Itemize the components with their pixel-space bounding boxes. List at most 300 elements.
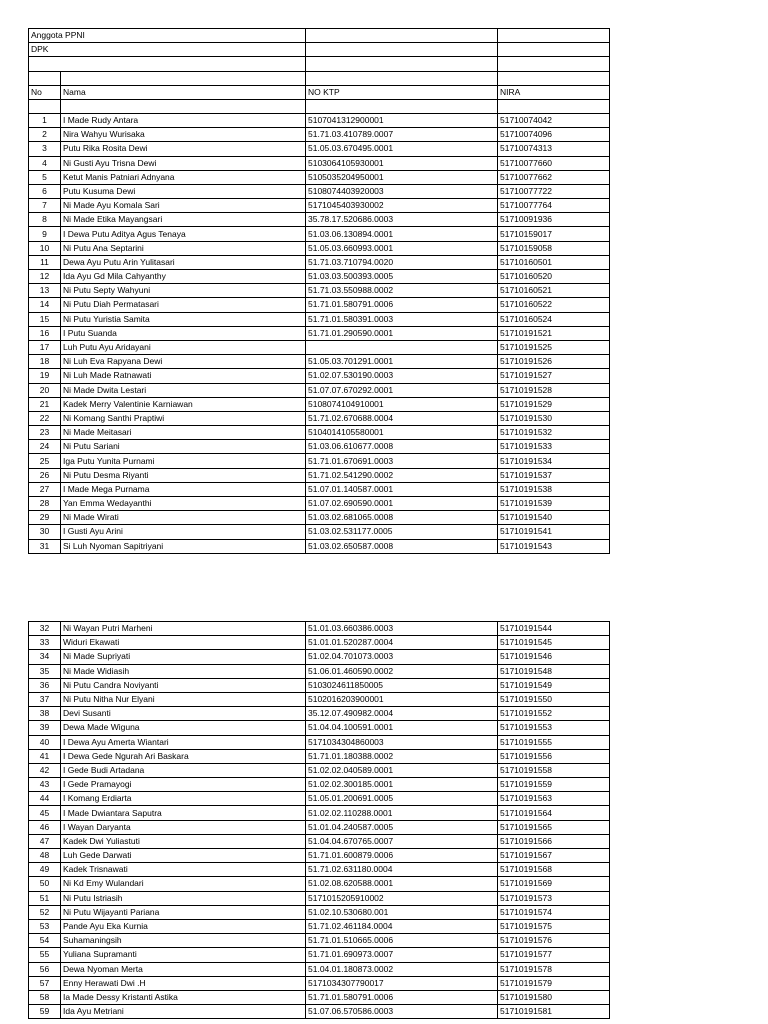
cell-nama: I Gede Pramayogi: [61, 778, 306, 792]
cell-nira: 51710191559: [498, 778, 610, 792]
cell-ktp: 51.01.03.660386.0003: [306, 622, 498, 636]
cell-nira: 51710191540: [498, 511, 610, 525]
cell-nama: Ni Wayan Putri Marheni: [61, 622, 306, 636]
cell-nira: 51710077660: [498, 156, 610, 170]
cell-no: 41: [29, 749, 61, 763]
cell-nira: 51710191564: [498, 806, 610, 820]
column-header-nira: NIRA: [498, 85, 610, 99]
cell-nira: 51710191558: [498, 763, 610, 777]
cell-nama: Putu Kusuma Dewi: [61, 184, 306, 198]
table-row: [29, 707, 610, 721]
cell-ktp: 51.06.01.460590.0002: [306, 664, 498, 678]
cell-no: 34: [29, 650, 61, 664]
cell-nama: Pande Ayu Eka Kurnia: [61, 919, 306, 933]
cell-ktp: 51.04.04.670765.0007: [306, 834, 498, 848]
column-header-ktp: NO KTP: [306, 85, 498, 99]
cell-no: 46: [29, 820, 61, 834]
table-row: [29, 355, 610, 369]
cell-nama: Ida Ayu Gd Mila Cahyanthy: [61, 270, 306, 284]
cell-nira: 51710191568: [498, 863, 610, 877]
cell-nama: Ni Putu Nitha Nur Elyani: [61, 692, 306, 706]
table-row: [29, 440, 610, 454]
cell-no: 7: [29, 199, 61, 213]
cell-nama: Yan Emma Wedayanthi: [61, 497, 306, 511]
cell-nama: I Wayan Daryanta: [61, 820, 306, 834]
cell-nama: I Made Rudy Antara: [61, 113, 306, 127]
cell-nama: Ni Made Supriyati: [61, 650, 306, 664]
table-row: [29, 919, 610, 933]
table-row: [29, 241, 610, 255]
cell-ktp: 51.03.03.500393.0005: [306, 270, 498, 284]
cell-no: 28: [29, 497, 61, 511]
table-row: [29, 142, 610, 156]
table-row: [29, 156, 610, 170]
cell-nira: 51710191532: [498, 426, 610, 440]
table-row: [29, 948, 610, 962]
cell-no: 21: [29, 397, 61, 411]
cell-nira: 51710191556: [498, 749, 610, 763]
cell-no: 42: [29, 763, 61, 777]
cell-ktp: 51.71.02.461184.0004: [306, 919, 498, 933]
table-row: [29, 877, 610, 891]
cell-nama: Luh Gede Darwati: [61, 849, 306, 863]
cell-ktp: 51.71.03.550988.0002: [306, 284, 498, 298]
cell-nama: Kadek Trisnawati: [61, 863, 306, 877]
cell-nira: 51710191569: [498, 877, 610, 891]
cell-no: 22: [29, 411, 61, 425]
cell-no: 58: [29, 990, 61, 1004]
table-row: [29, 650, 610, 664]
cell-nira: 51710191543: [498, 539, 610, 553]
cell-ktp: 51.07.07.670292.0001: [306, 383, 498, 397]
table-row: [29, 863, 610, 877]
cell-nama: Putu Rika Rosita Dewi: [61, 142, 306, 156]
cell-no: 38: [29, 707, 61, 721]
cell-no: 13: [29, 284, 61, 298]
cell-nira: 51710191525: [498, 340, 610, 354]
cell-ktp: 5104014105580001: [306, 426, 498, 440]
cell-no: 15: [29, 312, 61, 326]
cell-no: 59: [29, 1005, 61, 1019]
cell-nira: 51710191548: [498, 664, 610, 678]
cell-no: 2: [29, 128, 61, 142]
cell-no: 44: [29, 792, 61, 806]
cell-nama: Ia Made Dessy Kristanti Astika: [61, 990, 306, 1004]
table-row: [29, 497, 610, 511]
cell-nira: 51710160524: [498, 312, 610, 326]
cell-nama: Kadek Dwi Yuliastuti: [61, 834, 306, 848]
cell-nira: 51710191550: [498, 692, 610, 706]
table-row: [29, 1005, 610, 1019]
table-row: [29, 934, 610, 948]
table-row: [29, 369, 610, 383]
table-row: [29, 170, 610, 184]
cell-nama: Ni Made Etika Mayangsari: [61, 213, 306, 227]
cell-no: 18: [29, 355, 61, 369]
cell-nama: Nira Wahyu Wurisaka: [61, 128, 306, 142]
cell-nama: Ni Putu Desma Riyanti: [61, 468, 306, 482]
cell-nira: 51710191538: [498, 482, 610, 496]
cell-nama: Iga Putu Yunita Purnami: [61, 454, 306, 468]
cell-nira: 51710159058: [498, 241, 610, 255]
table-row: [29, 383, 610, 397]
table-row: [29, 990, 610, 1004]
table-row: [29, 255, 610, 269]
cell-nama: Ida Ayu Metriani: [61, 1005, 306, 1019]
cell-nira: 51710191528: [498, 383, 610, 397]
cell-nira: 51710160521: [498, 284, 610, 298]
cell-no: 17: [29, 340, 61, 354]
table-row: [29, 806, 610, 820]
cell-nama: Ni Made Widiasih: [61, 664, 306, 678]
cell-no: 9: [29, 227, 61, 241]
cell-nira: 51710191545: [498, 636, 610, 650]
cell-ktp: 51.07.06.570586.0003: [306, 1005, 498, 1019]
cell-nira: 51710191521: [498, 326, 610, 340]
cell-ktp: 51.71.02.541290.0002: [306, 468, 498, 482]
cell-no: 32: [29, 622, 61, 636]
cell-ktp: 5171045403930002: [306, 199, 498, 213]
blank-row: [29, 99, 610, 113]
table-row: [29, 340, 610, 354]
cell-nama: Dewa Made Wiguna: [61, 721, 306, 735]
cell-no: 35: [29, 664, 61, 678]
cell-no: 39: [29, 721, 61, 735]
cell-no: 47: [29, 834, 61, 848]
table-title: Anggota PPNI: [29, 29, 306, 43]
table-row: [29, 482, 610, 496]
cell-no: 23: [29, 426, 61, 440]
table-row: [29, 749, 610, 763]
cell-nira: 51710191541: [498, 525, 610, 539]
cell-ktp: 5102016203900001: [306, 692, 498, 706]
cell-nira: 51710160520: [498, 270, 610, 284]
dpk-label: DPK: [29, 43, 306, 57]
cell-nama: I Komang Erdiarta: [61, 792, 306, 806]
cell-ktp: 51.71.01.580791.0006: [306, 298, 498, 312]
cell-nira: 51710191578: [498, 962, 610, 976]
cell-nama: Devi Susanti: [61, 707, 306, 721]
cell-nira: 51710191549: [498, 678, 610, 692]
cell-no: 56: [29, 962, 61, 976]
cell-nama: Ni Made Wirati: [61, 511, 306, 525]
cell-ktp: 51.07.01.140587.0001: [306, 482, 498, 496]
table-row: [29, 539, 610, 553]
cell-nama: Ni Made Dwita Lestari: [61, 383, 306, 397]
table-row: [29, 511, 610, 525]
cell-nama: I Gusti Ayu Arini: [61, 525, 306, 539]
cell-nira: 51710191537: [498, 468, 610, 482]
table-row: [29, 113, 610, 127]
cell-no: 57: [29, 976, 61, 990]
cell-nama: I Gede Budi Artadana: [61, 763, 306, 777]
table-row: [29, 326, 610, 340]
cell-nama: Si Luh Nyoman Sapitriyani: [61, 539, 306, 553]
cell-ktp: 51.02.07.530190.0003: [306, 369, 498, 383]
table-row: [29, 678, 610, 692]
cell-nira: 51710191575: [498, 919, 610, 933]
table-row: [29, 820, 610, 834]
member-table-page-1: [28, 28, 610, 554]
cell-ktp: 51.05.01.200691.0005: [306, 792, 498, 806]
cell-nira: 51710191533: [498, 440, 610, 454]
cell-no: 4: [29, 156, 61, 170]
cell-ktp: 51.71.01.290590.0001: [306, 326, 498, 340]
table-row: [29, 834, 610, 848]
cell-ktp: 51.71.01.600879.0006: [306, 849, 498, 863]
table-row: [29, 778, 610, 792]
cell-ktp: 5108074104910001: [306, 397, 498, 411]
cell-no: 43: [29, 778, 61, 792]
cell-ktp: 5105035204950001: [306, 170, 498, 184]
table-row: [29, 411, 610, 425]
cell-nama: I Putu Suanda: [61, 326, 306, 340]
cell-nira: 51710191555: [498, 735, 610, 749]
cell-no: 20: [29, 383, 61, 397]
table-row: [29, 525, 610, 539]
cell-no: 26: [29, 468, 61, 482]
cell-nira: 51710191526: [498, 355, 610, 369]
table-row: [29, 721, 610, 735]
cell-nama: I Dewa Putu Aditya Agus Tenaya: [61, 227, 306, 241]
cell-no: 8: [29, 213, 61, 227]
table-row: [29, 692, 610, 706]
column-header-nama: Nama: [61, 85, 306, 99]
table-row: [29, 636, 610, 650]
cell-nama: Ni Putu Ana Septarini: [61, 241, 306, 255]
cell-no: 51: [29, 891, 61, 905]
cell-no: 19: [29, 369, 61, 383]
cell-nama: Ni Putu Sariani: [61, 440, 306, 454]
cell-nira: 51710159017: [498, 227, 610, 241]
cell-nama: Ni Luh Made Ratnawati: [61, 369, 306, 383]
cell-nira: 51710191544: [498, 622, 610, 636]
cell-ktp: 5171034304860003: [306, 735, 498, 749]
cell-ktp: 5171034307790017: [306, 976, 498, 990]
cell-no: 24: [29, 440, 61, 454]
table-row: [29, 735, 610, 749]
cell-nama: Kadek Merry Valentinie Karniawan: [61, 397, 306, 411]
cell-nira: 51710077722: [498, 184, 610, 198]
cell-ktp: 35.12.07.490982.0004: [306, 707, 498, 721]
cell-nira: 51710191576: [498, 934, 610, 948]
cell-ktp: 51.71.01.580391.0003: [306, 312, 498, 326]
column-header-row: [29, 85, 610, 99]
cell-nira: 51710191552: [498, 707, 610, 721]
table-row: [29, 128, 610, 142]
cell-nama: Ni Putu Septy Wahyuni: [61, 284, 306, 298]
cell-no: 54: [29, 934, 61, 948]
cell-nira: 51710191553: [498, 721, 610, 735]
cell-ktp: 51.04.04.100591.0001: [306, 721, 498, 735]
cell-nama: Dewa Nyoman Merta: [61, 962, 306, 976]
cell-nira: 51710191527: [498, 369, 610, 383]
cell-no: 53: [29, 919, 61, 933]
cell-nira: 51710074313: [498, 142, 610, 156]
table-body-1: [29, 113, 610, 553]
table-row: [29, 199, 610, 213]
cell-no: 30: [29, 525, 61, 539]
cell-ktp: 51.03.06.610677.0008: [306, 440, 498, 454]
cell-no: 49: [29, 863, 61, 877]
cell-ktp: 51.02.02.040589.0001: [306, 763, 498, 777]
dpk-row: [29, 43, 610, 57]
cell-ktp: 51.05.03.670495.0001: [306, 142, 498, 156]
cell-nira: 51710191574: [498, 905, 610, 919]
cell-ktp: 51.71.02.631180.0004: [306, 863, 498, 877]
cell-no: 10: [29, 241, 61, 255]
cell-no: 16: [29, 326, 61, 340]
cell-no: 50: [29, 877, 61, 891]
cell-nira: 51710191566: [498, 834, 610, 848]
cell-nira: 51710191565: [498, 820, 610, 834]
cell-nama: Ni Made Ayu Komala Sari: [61, 199, 306, 213]
cell-nira: 51710191563: [498, 792, 610, 806]
cell-no: 25: [29, 454, 61, 468]
cell-ktp: 51.71.01.580791.0006: [306, 990, 498, 1004]
cell-nira: 51710191529: [498, 397, 610, 411]
cell-nira: 51710191573: [498, 891, 610, 905]
cell-nama: I Made Mega Purnama: [61, 482, 306, 496]
cell-ktp: 51.71.03.710794.0020: [306, 255, 498, 269]
table-row: [29, 284, 610, 298]
cell-nama: I Dewa Ayu Amerta Wiantari: [61, 735, 306, 749]
table-row: [29, 426, 610, 440]
table-row: [29, 468, 610, 482]
cell-ktp: 5103064105930001: [306, 156, 498, 170]
cell-nama: I Dewa Gede Ngurah Ari Baskara: [61, 749, 306, 763]
cell-no: 37: [29, 692, 61, 706]
cell-nira: 51710191546: [498, 650, 610, 664]
cell-no: 1: [29, 113, 61, 127]
cell-nama: Ni Gusti Ayu Trisna Dewi: [61, 156, 306, 170]
cell-nama: Ni Made Meitasari: [61, 426, 306, 440]
member-table-page-2: [28, 621, 610, 1019]
cell-ktp: [306, 340, 498, 354]
cell-nira: 51710191580: [498, 990, 610, 1004]
cell-nama: Ni Putu Istriasih: [61, 891, 306, 905]
cell-no: 14: [29, 298, 61, 312]
cell-nira: 51710091936: [498, 213, 610, 227]
cell-no: 29: [29, 511, 61, 525]
cell-nira: 51710074096: [498, 128, 610, 142]
cell-ktp: 51.01.01.520287.0004: [306, 636, 498, 650]
cell-ktp: 51.71.01.690973.0007: [306, 948, 498, 962]
cell-no: 12: [29, 270, 61, 284]
cell-nama: Ni Komang Santhi Praptiwi: [61, 411, 306, 425]
cell-no: 27: [29, 482, 61, 496]
cell-nama: Ni Putu Yuristia Samita: [61, 312, 306, 326]
cell-ktp: 51.02.08.620588.0001: [306, 877, 498, 891]
table-row: [29, 454, 610, 468]
cell-ktp: 51.05.03.701291.0001: [306, 355, 498, 369]
cell-nira: 51710160522: [498, 298, 610, 312]
table-row: [29, 763, 610, 777]
column-header-no: No: [29, 85, 61, 99]
cell-ktp: 35.78.17.520686.0003: [306, 213, 498, 227]
table-row: [29, 792, 610, 806]
table-row: [29, 298, 610, 312]
table-row: [29, 622, 610, 636]
cell-nira: 51710074042: [498, 113, 610, 127]
cell-nira: 51710191539: [498, 497, 610, 511]
cell-ktp: 51.71.01.510665.0006: [306, 934, 498, 948]
blank-row: [29, 71, 610, 85]
cell-nama: Ni Kd Emy Wulandari: [61, 877, 306, 891]
cell-no: 3: [29, 142, 61, 156]
cell-no: 6: [29, 184, 61, 198]
cell-ktp: 5107041312900001: [306, 113, 498, 127]
table-row: [29, 312, 610, 326]
cell-nira: 51710191581: [498, 1005, 610, 1019]
cell-no: 11: [29, 255, 61, 269]
cell-no: 5: [29, 170, 61, 184]
cell-nira: 51710191577: [498, 948, 610, 962]
cell-ktp: 51.04.01.180873.0002: [306, 962, 498, 976]
table-row: [29, 664, 610, 678]
cell-no: 31: [29, 539, 61, 553]
cell-nama: Suhamaningsih: [61, 934, 306, 948]
table-row: [29, 213, 610, 227]
cell-ktp: 51.71.03.410789.0007: [306, 128, 498, 142]
cell-ktp: 51.05.03.660993.0001: [306, 241, 498, 255]
cell-nama: Widuri Ekawati: [61, 636, 306, 650]
cell-ktp: 51.02.10.530680.001: [306, 905, 498, 919]
cell-ktp: 51.01.04.240587.0005: [306, 820, 498, 834]
table-row: [29, 227, 610, 241]
cell-nama: Enny Herawati Dwi .H: [61, 976, 306, 990]
table-row: [29, 270, 610, 284]
table-row: [29, 905, 610, 919]
cell-ktp: 51.71.02.670688.0004: [306, 411, 498, 425]
cell-ktp: 51.07.02.690590.0001: [306, 497, 498, 511]
cell-no: 52: [29, 905, 61, 919]
cell-nira: 51710191534: [498, 454, 610, 468]
cell-no: 36: [29, 678, 61, 692]
cell-nira: 51710077662: [498, 170, 610, 184]
cell-ktp: 51.71.01.180388.0002: [306, 749, 498, 763]
table-body-2: [29, 622, 610, 1019]
cell-nira: 51710191567: [498, 849, 610, 863]
cell-nira: 51710160501: [498, 255, 610, 269]
cell-no: 48: [29, 849, 61, 863]
cell-ktp: 51.71.01.670691.0003: [306, 454, 498, 468]
cell-nama: Ni Luh Eva Rapyana Dewi: [61, 355, 306, 369]
cell-nama: Ketut Manis Patniari Adnyana: [61, 170, 306, 184]
cell-no: 33: [29, 636, 61, 650]
table-row: [29, 184, 610, 198]
cell-ktp: 51.03.02.681065.0008: [306, 511, 498, 525]
cell-nama: Luh Putu Ayu Aridayani: [61, 340, 306, 354]
cell-nira: 51710191530: [498, 411, 610, 425]
title-row: [29, 29, 610, 43]
table-row: [29, 891, 610, 905]
cell-no: 45: [29, 806, 61, 820]
cell-nama: Yuliana Supramanti: [61, 948, 306, 962]
cell-nama: Ni Putu Diah Permatasari: [61, 298, 306, 312]
cell-ktp: 5108074403920003: [306, 184, 498, 198]
cell-nama: Ni Putu Candra Noviyanti: [61, 678, 306, 692]
table-row: [29, 849, 610, 863]
cell-nama: Ni Putu Wijayanti Pariana: [61, 905, 306, 919]
table-row: [29, 397, 610, 411]
cell-nama: I Made Dwiantara Saputra: [61, 806, 306, 820]
cell-nira: 51710191579: [498, 976, 610, 990]
cell-ktp: 51.03.02.531177.0005: [306, 525, 498, 539]
table-row: [29, 962, 610, 976]
cell-ktp: 51.02.02.300185.0001: [306, 778, 498, 792]
cell-nira: 51710077764: [498, 199, 610, 213]
